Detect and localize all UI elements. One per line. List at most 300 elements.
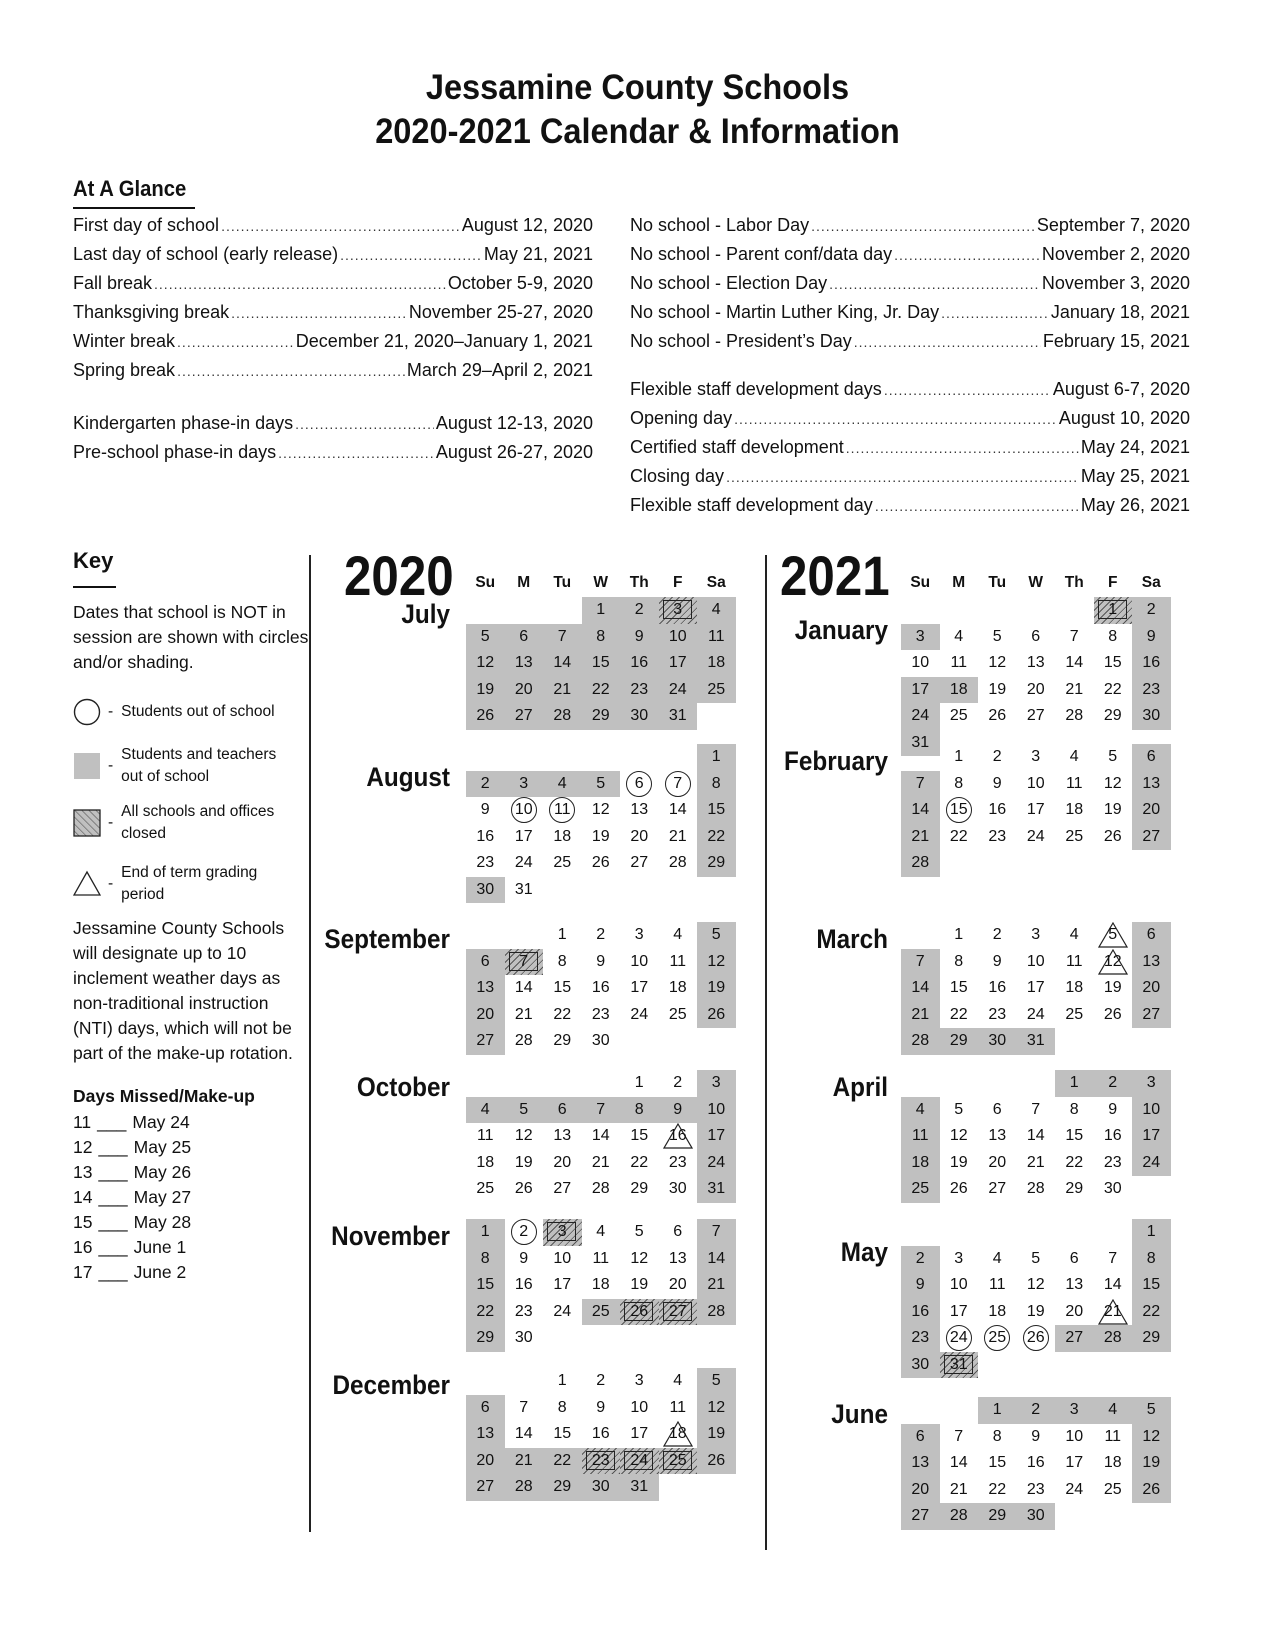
glance-label: Closing day — [630, 466, 725, 486]
date-cell — [620, 650, 659, 677]
makeup-date: May 24 — [132, 1112, 190, 1132]
makeup-date: May 27 — [133, 1187, 192, 1207]
date-number: 17 — [668, 654, 687, 671]
date-number: 24 — [911, 707, 930, 724]
date-number: 14 — [1065, 654, 1084, 671]
date-number: 3 — [915, 627, 925, 645]
date-cell — [1094, 1325, 1133, 1352]
date-number: 22 — [949, 1005, 968, 1023]
date-number: 16 — [1142, 654, 1161, 671]
title-line-1: Jessamine County Schools — [425, 68, 850, 107]
date-cell — [1017, 1150, 1056, 1177]
date-cell — [940, 824, 979, 851]
date-cell — [582, 1448, 621, 1475]
date-number: 15 — [1142, 1276, 1161, 1293]
date-cell — [466, 771, 505, 798]
glance-value: August 10, 2020 — [1058, 408, 1190, 428]
date-cell — [901, 975, 940, 1002]
date-cell — [978, 1176, 1017, 1203]
date-number: 11 — [669, 1398, 687, 1416]
date-cell — [582, 1421, 621, 1448]
date-number: 28 — [949, 1507, 968, 1524]
key-heading-underline — [73, 586, 116, 588]
date-cell — [620, 1123, 659, 1150]
date-cell — [659, 703, 698, 730]
date-cell — [1132, 975, 1171, 1002]
date-cell — [505, 1028, 544, 1055]
date-cell — [582, 1176, 621, 1203]
date-cell — [978, 1246, 1017, 1273]
date-cell — [582, 597, 621, 624]
date-cell — [620, 797, 659, 824]
date-number: 24 — [1026, 1005, 1045, 1023]
date-cell — [1132, 1070, 1171, 1097]
date-cell — [978, 824, 1017, 851]
date-number: 15 — [630, 1127, 649, 1144]
date-number: 12 — [707, 952, 726, 970]
date-number: 8 — [1069, 1100, 1079, 1118]
date-cell — [978, 650, 1017, 677]
date-cell — [1017, 949, 1056, 976]
date-number: 20 — [668, 1276, 687, 1293]
date-number: 2 — [1031, 1401, 1041, 1418]
date-cell — [978, 797, 1017, 824]
date-cell — [505, 877, 544, 904]
date-number: 27 — [668, 1302, 687, 1320]
date-number: 22 — [630, 1153, 649, 1171]
date-number: 4 — [954, 627, 964, 645]
date-cell — [582, 1219, 621, 1246]
date-number: 6 — [480, 952, 490, 970]
date-number: 27 — [476, 1478, 495, 1495]
date-cell — [1132, 771, 1171, 798]
date-cell — [659, 824, 698, 851]
date-number: 6 — [1146, 748, 1156, 765]
date-number: 19 — [988, 680, 1007, 698]
date-number: 5 — [596, 774, 606, 792]
date-cell — [466, 1421, 505, 1448]
leader-dots — [846, 437, 1079, 459]
date-number: 2 — [673, 1074, 683, 1091]
day-header-su: Su — [475, 574, 496, 591]
date-number: 12 — [707, 1398, 726, 1416]
date-number: 22 — [591, 680, 610, 698]
date-cell — [543, 1176, 582, 1203]
date-cell — [466, 949, 505, 976]
date-cell — [1017, 1397, 1056, 1424]
date-number: 28 — [911, 854, 930, 871]
date-number: 29 — [1065, 1180, 1084, 1197]
date-cell — [543, 1299, 582, 1326]
date-number: 29 — [553, 1478, 572, 1495]
date-number: 15 — [707, 801, 726, 818]
date-cell — [1132, 1325, 1171, 1352]
date-cell — [543, 1097, 582, 1124]
date-number: 25 — [668, 1451, 687, 1469]
date-number: 4 — [915, 1100, 925, 1118]
date-cell — [1132, 1097, 1171, 1124]
makeup-row — [73, 1260, 191, 1285]
date-number: 12 — [1103, 774, 1122, 792]
date-number: 21 — [514, 1005, 533, 1023]
date-number: 16 — [476, 827, 495, 845]
glance-row — [73, 412, 593, 434]
month-name-january: January — [794, 615, 888, 645]
date-number: 13 — [1142, 774, 1161, 792]
date-cell — [1055, 703, 1094, 730]
date-number: 21 — [1065, 680, 1084, 698]
date-cell — [901, 1424, 940, 1451]
date-cell — [1055, 771, 1094, 798]
date-cell — [1055, 1097, 1094, 1124]
date-number: 5 — [954, 1100, 964, 1118]
glance-label: Thanksgiving break — [73, 302, 230, 322]
date-cell — [620, 677, 659, 704]
date-cell — [582, 677, 621, 704]
date-number: 15 — [988, 1454, 1007, 1471]
glance-value: August 12-13, 2020 — [435, 413, 593, 433]
date-number: 2 — [1108, 1074, 1118, 1091]
date-cell — [620, 1272, 659, 1299]
date-number: 10 — [1142, 1100, 1161, 1118]
date-cell — [901, 1002, 940, 1029]
date-cell — [978, 1477, 1017, 1504]
date-cell — [659, 1299, 698, 1326]
date-number: 16 — [1103, 1127, 1122, 1144]
date-number: 2 — [992, 926, 1002, 943]
date-number: 21 — [949, 1480, 968, 1498]
date-cell — [505, 1097, 544, 1124]
date-number: 24 — [707, 1153, 726, 1171]
date-cell — [697, 824, 736, 851]
date-number: 17 — [707, 1127, 726, 1144]
date-number: 7 — [1031, 1100, 1041, 1118]
date-number: 10 — [707, 1100, 726, 1118]
day-header-w: W — [1028, 574, 1044, 591]
date-cell — [940, 797, 979, 824]
date-number: 26 — [949, 1180, 968, 1197]
date-cell — [466, 797, 505, 824]
date-cell — [582, 771, 621, 798]
date-number: 17 — [1065, 1454, 1084, 1471]
date-number: 6 — [480, 1398, 490, 1416]
date-number: 3 — [634, 1372, 644, 1389]
date-cell — [1055, 624, 1094, 651]
date-number: 15 — [949, 979, 968, 996]
date-number: 13 — [476, 1425, 495, 1442]
date-cell — [466, 1448, 505, 1475]
date-cell — [1055, 677, 1094, 704]
date-cell — [697, 650, 736, 677]
date-cell — [697, 1272, 736, 1299]
date-cell — [1094, 1397, 1133, 1424]
glance-row — [73, 330, 593, 352]
date-number: 1 — [1146, 1223, 1156, 1240]
date-number: 3 — [711, 1074, 721, 1091]
date-cell — [901, 949, 940, 976]
date-number: 9 — [1031, 1427, 1041, 1445]
date-cell — [1132, 650, 1171, 677]
date-number: 3 — [673, 601, 683, 618]
date-number: 13 — [514, 654, 533, 671]
date-number: 24 — [1142, 1153, 1161, 1171]
date-cell — [901, 1246, 940, 1273]
date-cell — [1055, 1123, 1094, 1150]
glance-value: March 29–April 2, 2021 — [406, 360, 593, 380]
date-cell — [1017, 771, 1056, 798]
date-cell — [1017, 824, 1056, 851]
date-number: 2 — [480, 774, 490, 792]
date-number: 23 — [591, 1005, 610, 1023]
date-cell — [1017, 1325, 1056, 1352]
date-cell — [1055, 1477, 1094, 1504]
day-header-th: Th — [629, 574, 649, 591]
key-dash: - — [108, 757, 114, 774]
leader-dots — [726, 466, 1079, 488]
day-header-sa: Sa — [1141, 574, 1161, 591]
date-number: 31 — [514, 880, 533, 898]
date-cell — [620, 703, 659, 730]
leader-dots — [734, 408, 1057, 430]
date-number: 4 — [1069, 748, 1079, 765]
date-cell — [543, 1028, 582, 1055]
glance-value: May 24, 2021 — [1080, 437, 1190, 457]
date-number: 22 — [476, 1302, 495, 1320]
date-cell — [466, 850, 505, 877]
day-header-m: M — [952, 574, 966, 591]
date-cell — [466, 824, 505, 851]
date-number: 6 — [1146, 926, 1156, 943]
date-cell — [1132, 797, 1171, 824]
date-cell — [466, 1325, 505, 1352]
date-number: 14 — [707, 1249, 726, 1267]
date-number: 30 — [1103, 1180, 1122, 1197]
date-number: 29 — [1103, 707, 1122, 724]
date-cell — [1055, 1246, 1094, 1273]
date-number: 14 — [668, 801, 687, 818]
date-cell — [543, 1123, 582, 1150]
date-number: 26 — [514, 1180, 533, 1197]
date-number: 8 — [1108, 627, 1118, 645]
date-number: 7 — [1108, 1249, 1118, 1267]
date-number: 9 — [992, 774, 1002, 792]
date-number: 17 — [630, 1425, 649, 1442]
date-number: 13 — [553, 1127, 572, 1144]
date-cell — [466, 1176, 505, 1203]
date-cell — [466, 975, 505, 1002]
date-number: 19 — [476, 680, 495, 698]
glance-value: September 7, 2020 — [1036, 215, 1190, 235]
date-cell — [582, 650, 621, 677]
glance-label: No school - Labor Day — [630, 215, 810, 235]
date-number: 7 — [519, 952, 529, 970]
date-number: 16 — [591, 1425, 610, 1442]
date-number: 25 — [707, 680, 726, 698]
date-number: 22 — [553, 1005, 572, 1023]
glance-label: Certified staff development — [630, 437, 844, 457]
glance-label: Kindergarten phase-in days — [73, 413, 294, 433]
date-cell — [697, 1368, 736, 1395]
date-number: 7 — [915, 774, 925, 792]
key-item-label: End of term grading period — [121, 864, 258, 903]
date-number: 12 — [591, 801, 610, 818]
date-number: 19 — [1103, 801, 1122, 818]
date-number: 2 — [992, 748, 1002, 765]
day-header-f: F — [1108, 574, 1118, 591]
glance-row — [630, 272, 1190, 294]
makeup-row — [73, 1235, 191, 1260]
date-number: 13 — [1142, 952, 1161, 970]
date-number: 29 — [591, 707, 610, 724]
glance-value: May 21, 2021 — [483, 244, 593, 264]
date-cell — [505, 1123, 544, 1150]
date-cell — [940, 744, 979, 771]
date-cell — [505, 1002, 544, 1029]
date-cell — [1055, 1299, 1094, 1326]
date-cell — [940, 1299, 979, 1326]
day-header-th: Th — [1064, 574, 1084, 591]
date-cell — [543, 1002, 582, 1029]
glance-row — [630, 330, 1190, 352]
date-number: 14 — [1103, 1276, 1122, 1293]
makeup-day-number: 13 — [73, 1162, 93, 1182]
date-cell — [620, 922, 659, 949]
date-number: 30 — [591, 1032, 610, 1049]
date-number: 17 — [514, 827, 533, 845]
date-cell — [543, 1448, 582, 1475]
date-number: 7 — [711, 1223, 721, 1240]
date-number: 7 — [915, 952, 925, 970]
date-cell — [1055, 824, 1094, 851]
date-number: 22 — [1142, 1302, 1161, 1320]
glance-row — [73, 359, 593, 381]
date-cell — [505, 949, 544, 976]
date-number: 15 — [591, 654, 610, 671]
date-cell — [620, 1474, 659, 1501]
date-cell — [978, 922, 1017, 949]
date-number: 31 — [630, 1478, 649, 1495]
date-number: 2 — [1146, 601, 1156, 618]
makeup-blank: ___ — [98, 1162, 128, 1182]
date-number: 17 — [1026, 979, 1045, 996]
date-cell — [505, 1448, 544, 1475]
date-cell — [940, 1123, 979, 1150]
date-number: 10 — [630, 1398, 649, 1416]
date-number: 18 — [476, 1153, 495, 1171]
key-item-all-closed — [73, 801, 301, 845]
date-cell — [543, 650, 582, 677]
date-number: 30 — [591, 1478, 610, 1495]
date-number: 31 — [707, 1180, 726, 1197]
date-cell — [1055, 1176, 1094, 1203]
date-number: 25 — [668, 1005, 687, 1023]
date-number: 7 — [673, 774, 683, 792]
month-name-december: December — [332, 1370, 450, 1400]
glance-label: No school - Martin Luther King, Jr. Day — [630, 302, 940, 322]
date-number: 29 — [1142, 1329, 1161, 1346]
date-number: 10 — [949, 1276, 968, 1293]
date-number: 17 — [1142, 1127, 1161, 1144]
date-cell — [582, 1028, 621, 1055]
date-cell — [659, 1002, 698, 1029]
date-cell — [978, 1028, 1017, 1055]
date-cell — [978, 1325, 1017, 1352]
date-cell — [582, 1097, 621, 1124]
date-number: 14 — [591, 1127, 610, 1144]
date-cell — [659, 797, 698, 824]
date-number: 21 — [911, 1005, 930, 1023]
date-cell — [940, 1028, 979, 1055]
date-number: 4 — [673, 1372, 683, 1389]
glance-value: November 3, 2020 — [1041, 273, 1190, 293]
date-number: 2 — [915, 1249, 925, 1267]
date-number: 25 — [949, 707, 968, 724]
date-number: 6 — [915, 1427, 925, 1445]
date-number: 30 — [911, 1355, 930, 1373]
date-cell — [978, 1503, 1017, 1530]
date-number: 9 — [1146, 627, 1156, 645]
date-number: 2 — [634, 601, 644, 618]
date-number: 6 — [673, 1223, 683, 1240]
date-cell — [466, 650, 505, 677]
date-cell — [1132, 1424, 1171, 1451]
date-number: 16 — [988, 801, 1007, 818]
gray-square-icon — [73, 752, 101, 780]
date-cell — [582, 1246, 621, 1273]
date-number: 22 — [949, 827, 968, 845]
date-number: 10 — [668, 627, 687, 645]
date-cell — [659, 850, 698, 877]
date-cell — [1017, 744, 1056, 771]
date-cell — [697, 677, 736, 704]
date-number: 31 — [1026, 1032, 1045, 1049]
date-cell — [940, 1097, 979, 1124]
date-cell — [940, 1477, 979, 1504]
glance-row — [630, 378, 1190, 400]
date-number: 28 — [911, 1032, 930, 1049]
date-number: 12 — [988, 654, 1007, 671]
date-cell — [1017, 797, 1056, 824]
date-number: 11 — [669, 952, 687, 970]
glance-value: May 26, 2021 — [1080, 495, 1190, 515]
triangle-icon — [73, 870, 101, 898]
glance-heading-underline — [73, 207, 195, 209]
date-number: 16 — [911, 1302, 930, 1320]
date-number: 23 — [988, 827, 1007, 845]
date-cell — [1055, 1450, 1094, 1477]
date-cell — [1055, 744, 1094, 771]
date-number: 20 — [476, 1005, 495, 1023]
date-number: 16 — [988, 979, 1007, 996]
date-cell — [1132, 1246, 1171, 1273]
date-number: 13 — [476, 979, 495, 996]
date-cell — [620, 1299, 659, 1326]
date-cell — [901, 1150, 940, 1177]
date-number: 1 — [557, 1372, 567, 1389]
leader-dots — [884, 379, 1051, 401]
date-number: 25 — [553, 854, 572, 871]
date-cell — [620, 1070, 659, 1097]
date-cell — [1094, 597, 1133, 624]
date-number: 31 — [911, 733, 930, 751]
makeup-row — [73, 1210, 191, 1235]
date-number: 25 — [1065, 1005, 1084, 1023]
date-cell — [620, 1448, 659, 1475]
date-number: 8 — [557, 952, 567, 970]
date-number: 27 — [553, 1180, 572, 1197]
date-cell — [543, 850, 582, 877]
date-number: 20 — [553, 1153, 572, 1171]
